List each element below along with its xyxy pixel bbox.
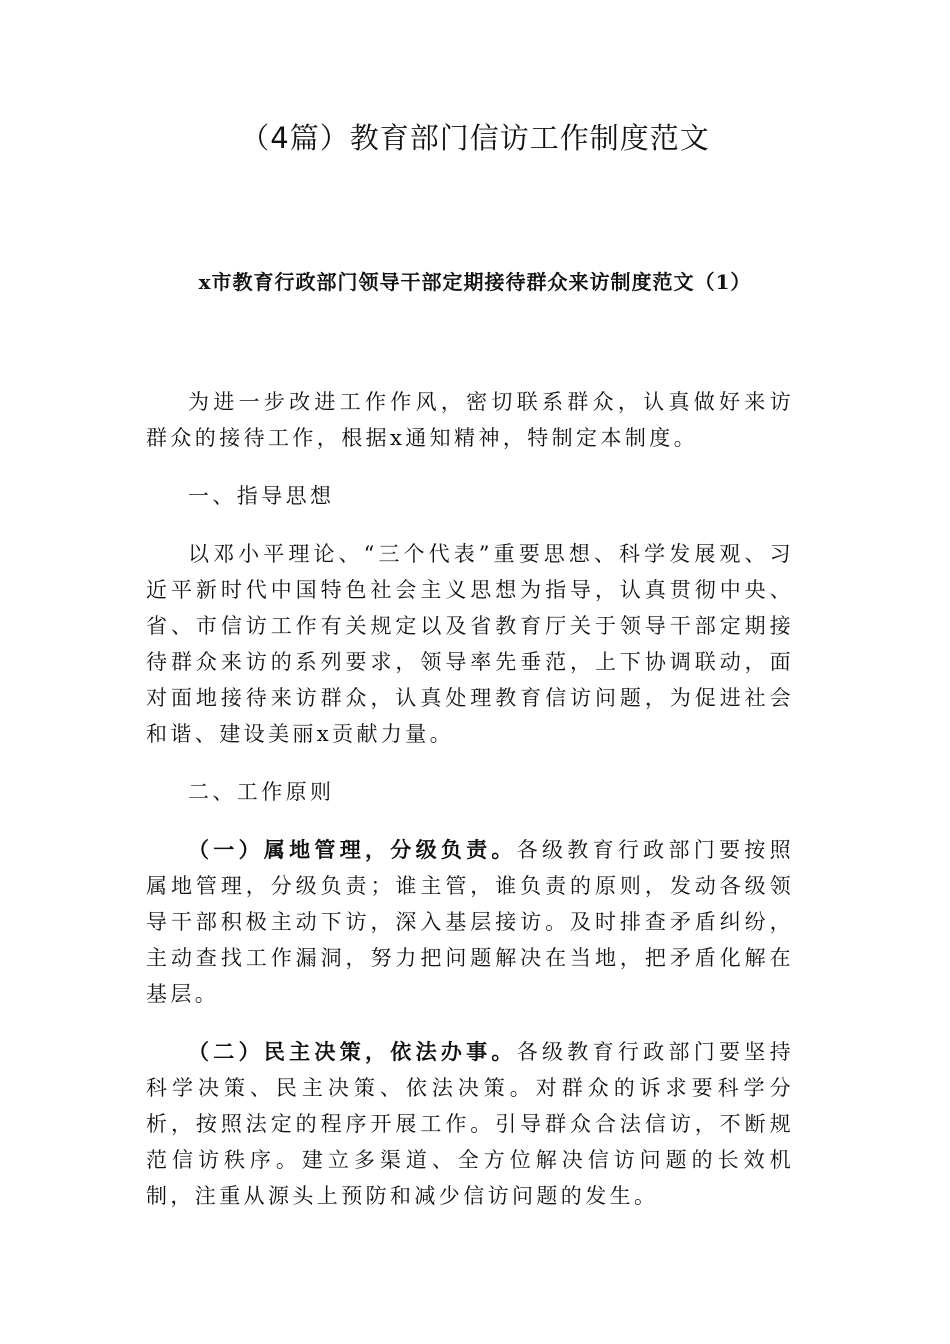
document-body bbox=[146, 384, 794, 1236]
principle-2-body: 各级教育行政部门要坚持科学决策、民主决策、依法决策。对群众的诉求要科学分析，按照法定的程序开展工作。引导群众合法信访，不断规范信访秩序。建立多渠道、全方位解决信访问题的长效机制，注重从源头上预防和减少信访问题的发生。 bbox=[146, 1040, 794, 1208]
guiding-thought-paragraph: 以邓小平理论、“三个代表”重要思想、科学发展观、习近平新时代中国特色社会主义思想为指导，认真贯彻中央、省、市信访工作有关规定以及省教育厅关于领导干部定期接待群众来访的系列要求，领导率先垂范，上下协调联动，面对面地接待来访群众，认真处理教育信访问题，为促进社会和谐、建设美丽x贡献力量。 bbox=[146, 542, 794, 746]
section-heading-guiding-thought: 一、指导思想 bbox=[188, 484, 335, 508]
section-heading-work-principles: 二、工作原则 bbox=[188, 780, 335, 804]
document-title: （4篇）教育部门信访工作制度范文 bbox=[240, 121, 710, 155]
intro-paragraph: 为进一步改进工作作风，密切联系群众，认真做好来访群众的接待工作，根据x通知精神，特制定本制度。 bbox=[146, 390, 794, 450]
principle-paragraph-2 bbox=[146, 1034, 794, 1214]
document-subtitle: x市教育行政部门领导干部定期接待群众来访制度范文（1） bbox=[198, 270, 752, 294]
principle-1-lead: （一）属地管理，分级负责。 bbox=[188, 837, 517, 862]
principle-1-body: 各级教育行政部门要按照属地管理，分级负责；谁主管，谁负责的原则，发动各级领导干部积极主动下访，深入基层接访。及时排查矛盾纠纷，主动查找工作漏洞，努力把问题解决在当地，把矛盾化解在基层。 bbox=[146, 838, 794, 1006]
principle-paragraph-1 bbox=[146, 832, 794, 1012]
principle-2-lead: （二）民主决策，依法办事。 bbox=[188, 1039, 517, 1064]
